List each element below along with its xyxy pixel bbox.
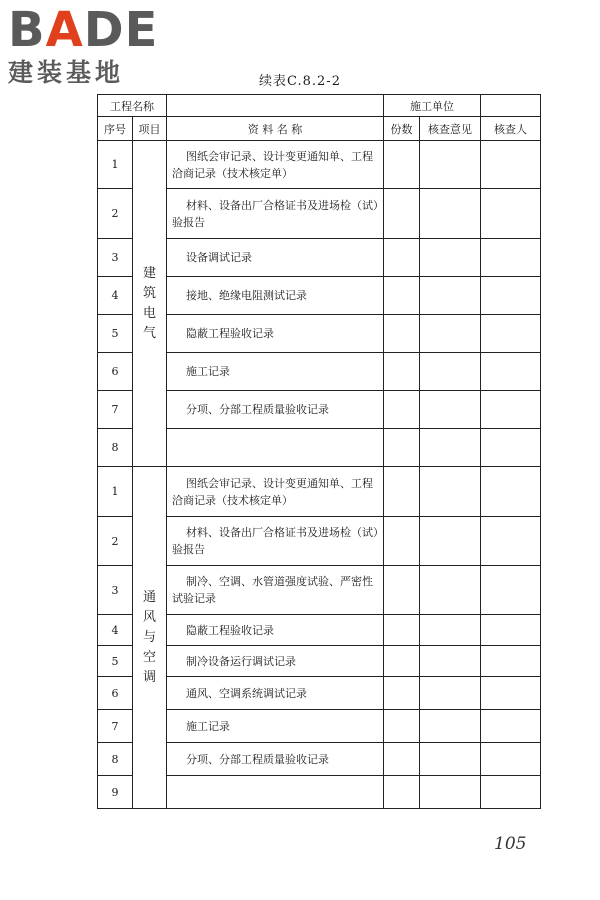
copies-cell	[384, 353, 420, 391]
construction-unit-label: 施工单位	[384, 95, 481, 117]
checker-cell	[481, 189, 541, 239]
row-index: 4	[98, 277, 133, 315]
record-name: 接地、绝缘电阻测试记录	[167, 277, 384, 315]
copies-cell	[384, 277, 420, 315]
project-name-value	[167, 95, 384, 117]
record-name: 分项、分部工程质量验收记录	[167, 743, 384, 776]
opinion-cell	[420, 615, 481, 646]
copies-cell	[384, 743, 420, 776]
checker-cell	[481, 429, 541, 467]
opinion-cell	[420, 353, 481, 391]
copies-cell	[384, 429, 420, 467]
row-index: 1	[98, 467, 133, 517]
row-index: 2	[98, 517, 133, 566]
checker-cell	[481, 239, 541, 277]
row-index: 8	[98, 429, 133, 467]
checker-cell	[481, 710, 541, 743]
opinion-cell	[420, 677, 481, 710]
row-index: 5	[98, 646, 133, 677]
table-caption: 续表C.8.2-2	[259, 74, 341, 89]
checker-cell	[481, 677, 541, 710]
record-name: 材料、设备出厂合格证书及进场检（试）验报告	[167, 189, 384, 239]
table-row	[98, 141, 541, 189]
copies-cell	[384, 189, 420, 239]
table-row	[98, 467, 541, 517]
col-name: 资 料 名 称	[167, 117, 384, 141]
checker-cell	[481, 277, 541, 315]
page-number: 105	[494, 834, 527, 854]
category-cell	[133, 467, 167, 809]
row-index: 7	[98, 391, 133, 429]
construction-unit-value	[481, 95, 541, 117]
opinion-cell	[420, 189, 481, 239]
opinion-cell	[420, 646, 481, 677]
opinion-cell	[420, 743, 481, 776]
checker-cell	[481, 467, 541, 517]
category-label: 建筑电气	[142, 265, 156, 341]
col-index: 序号	[98, 117, 133, 141]
row-index: 2	[98, 189, 133, 239]
record-name: 施工记录	[167, 353, 384, 391]
row-index: 3	[98, 566, 133, 615]
row-index: 7	[98, 710, 133, 743]
row-index: 9	[98, 776, 133, 809]
checker-cell	[481, 646, 541, 677]
opinion-cell	[420, 566, 481, 615]
copies-cell	[384, 239, 420, 277]
checker-cell	[481, 391, 541, 429]
record-name: 隐蔽工程验收记录	[167, 315, 384, 353]
record-name: 图纸会审记录、设计变更通知单、工程洽商记录（技术核定单）	[167, 467, 384, 517]
checker-cell	[481, 353, 541, 391]
copies-cell	[384, 467, 420, 517]
copies-cell	[384, 315, 420, 353]
opinion-cell	[420, 277, 481, 315]
opinion-cell	[420, 710, 481, 743]
row-index: 8	[98, 743, 133, 776]
checker-cell	[481, 776, 541, 809]
project-name-label: 工程名称	[98, 95, 167, 117]
col-copies: 份数	[384, 117, 420, 141]
copies-cell	[384, 615, 420, 646]
record-name: 制冷设备运行调试记录	[167, 646, 384, 677]
record-name: 制冷、空调、水管道强度试验、严密性试验记录	[167, 566, 384, 615]
opinion-cell	[420, 776, 481, 809]
row-index: 1	[98, 141, 133, 189]
copies-cell	[384, 646, 420, 677]
copies-cell	[384, 776, 420, 809]
checker-cell	[481, 743, 541, 776]
opinion-cell	[420, 141, 481, 189]
record-name: 图纸会审记录、设计变更通知单、工程洽商记录（技术核定单）	[167, 141, 384, 189]
col-item: 项目	[133, 117, 167, 141]
copies-cell	[384, 566, 420, 615]
header-row	[98, 95, 541, 117]
copies-cell	[384, 141, 420, 189]
row-index: 3	[98, 239, 133, 277]
logo-brand: BADE	[8, 2, 159, 58]
row-index: 6	[98, 353, 133, 391]
column-header-row	[98, 117, 541, 141]
row-index: 5	[98, 315, 133, 353]
category-label: 通风与空调	[142, 589, 156, 685]
checker-cell	[481, 566, 541, 615]
logo-subtitle: 建装基地	[8, 58, 125, 87]
record-name	[167, 429, 384, 467]
record-name: 材料、设备出厂合格证书及进场检（试）验报告	[167, 517, 384, 566]
copies-cell	[384, 710, 420, 743]
row-index: 4	[98, 615, 133, 646]
record-name: 分项、分部工程质量验收记录	[167, 391, 384, 429]
record-name	[167, 776, 384, 809]
opinion-cell	[420, 239, 481, 277]
checker-cell	[481, 315, 541, 353]
opinion-cell	[420, 315, 481, 353]
opinion-cell	[420, 391, 481, 429]
checker-cell	[481, 615, 541, 646]
checker-cell	[481, 517, 541, 566]
row-index: 6	[98, 677, 133, 710]
category-cell	[133, 141, 167, 467]
copies-cell	[384, 391, 420, 429]
col-checker: 核查人	[481, 117, 541, 141]
record-name: 隐蔽工程验收记录	[167, 615, 384, 646]
col-opinion: 核查意见	[420, 117, 481, 141]
copies-cell	[384, 677, 420, 710]
opinion-cell	[420, 429, 481, 467]
record-name: 通风、空调系统调试记录	[167, 677, 384, 710]
copies-cell	[384, 517, 420, 566]
checker-cell	[481, 141, 541, 189]
record-name: 施工记录	[167, 710, 384, 743]
records-table	[97, 94, 541, 809]
record-name: 设备调试记录	[167, 239, 384, 277]
opinion-cell	[420, 517, 481, 566]
opinion-cell	[420, 467, 481, 517]
